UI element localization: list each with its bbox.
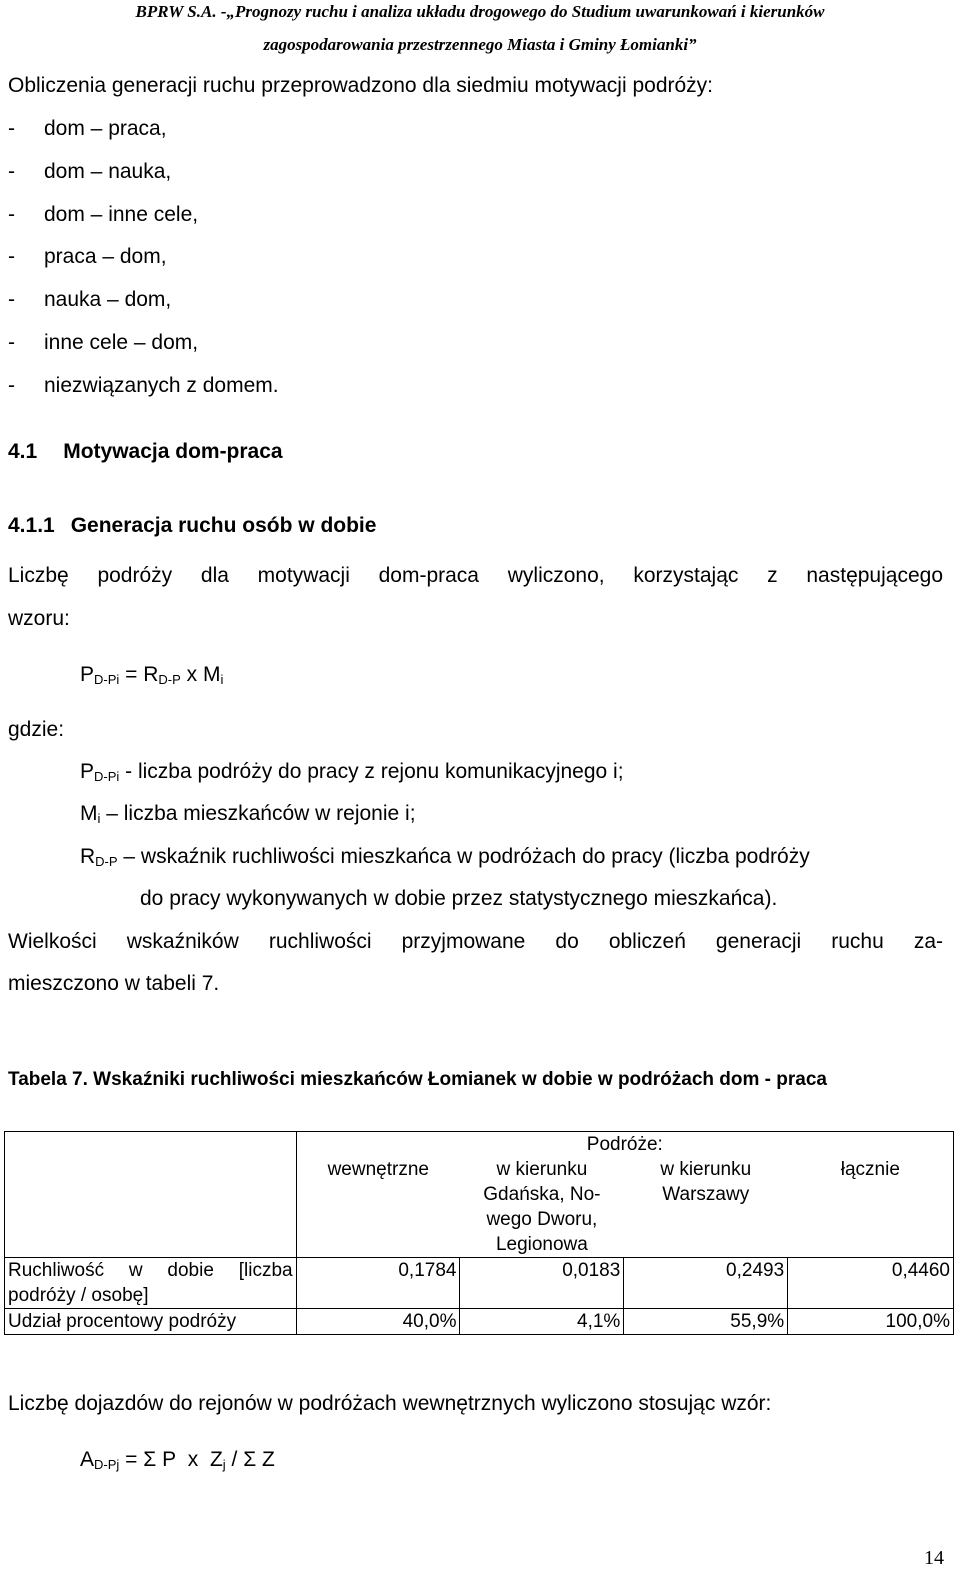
table-cell: 55,9% <box>624 1309 788 1335</box>
definition-m: $M_i$ – liczba mieszkańców w rejonie i; <box>80 802 416 826</box>
group-header: Podróże: <box>296 1132 953 1158</box>
row-label: Ruchliwość w dobie [liczba podróży / osobę] <box>5 1258 297 1309</box>
column-header: łącznie <box>788 1157 954 1258</box>
table-cell: 100,0% <box>788 1309 954 1335</box>
page-number: 14 <box>924 1547 944 1569</box>
table-cell: 0,2493 <box>624 1258 788 1309</box>
table-cell: 0,0183 <box>460 1258 624 1309</box>
where-label: gdzie: <box>8 718 65 741</box>
body-paragraph-3: Liczbę dojazdów do rejonów w podróżach wewnętrznych wyliczono stosując wzór: <box>8 1392 772 1415</box>
definition-r-cont: do pracy wykonywanych w dobie przez statystycznego mieszkańca). <box>140 887 778 910</box>
table-header-row <box>5 1132 954 1158</box>
intro-paragraph: Obliczenia generacji ruchu przeprowadzono dla siedmiu motywacji podróży: <box>8 74 714 97</box>
table-cell: 4,1% <box>460 1309 624 1335</box>
section-heading: 4.1 Motywacja dom-praca <box>8 440 283 463</box>
subsection-heading: 4.1.1 Generacja ruchu osób w dobie <box>8 514 377 537</box>
definition-r: $R_{D-P}$ – wskaźnik ruchliwości mieszkańca w podróżach do pracy (liczba podróży <box>80 845 810 869</box>
table-row <box>5 1258 954 1309</box>
table-cell: 0,1784 <box>296 1258 460 1309</box>
body-paragraph-1: Liczbę podróży dla motywacji dom-praca wyliczono, korzystając z następującego <box>8 564 943 587</box>
definition-p: $P_{D-Pi}$ - liczba podróży do pracy z rejonu komunikacyjnego i; <box>80 760 624 784</box>
body-paragraph-2-cont: mieszczono w tabeli 7. <box>8 972 220 995</box>
table-caption: Tabela 7. Wskaźniki ruchliwości mieszkańców Łomianek w dobie w podróżach dom - praca <box>8 1069 827 1090</box>
running-header-line2: zagospodarowania przestrzennego Miasta i Gminy Łomianki” <box>263 35 697 54</box>
row-label: Udział procentowy podróży <box>5 1309 297 1335</box>
column-header: w kierunku Gdańska, No- wego Dworu, Legionowa <box>460 1157 624 1258</box>
body-paragraph-2: Wielkości wskaźników ruchliwości przyjmowane do obliczeń generacji ruchu za- <box>8 930 943 953</box>
mobility-table <box>4 1131 954 1335</box>
table-row <box>5 1309 954 1335</box>
document-page: BPRW S.A. -„Prognozy ruchu i analiza układu drogowego do Studium uwarunkowań i kierunków zagospodarowania przestrzennego Miasta i Gminy Łomianki” Obliczenia generacji ruchu przeprowadzono dla siedmiu motywacji podróży: - dom – praca, - dom – nauka, - dom – inne cele, - praca – dom, - nauka – dom, - inne cele – dom, - niezwiązanych z domem. 4.1 Motywacja dom-praca 4.1.1 Generacja ruchu osób w dobie Liczbę podróży dla motywacji dom-praca wyliczono, korzystając z następującego wzoru: $P_{D-Pi} = R_{D-P}$ x $M_i$ gdzie: $P_{D-Pi}$ - liczba podróży do pracy z rejonu komunikacyjnego i; $M_i$ – liczba mieszkańców w rejonie i; $R_{D-P}$ – wskaźnik ruchliwości mieszkańca w podróżach do pracy (liczba podróży do pracy wykonywanych w dobie przez statystycznego mieszkańca). Wielkości wskaźników ruchliwości przyjmowane do obliczeń generacji ruchu za- mieszczono w tabeli 7. Tabela 7. Wskaźniki ruchliwości mieszkańców Łomianek w dobie w podróżach dom - praca Podróże: wewnętrzne w kierunku Gdańska, No- wego Dworu, Legionowa w kierunku Warszawy łącznie Ruchliwość w dobie [liczba podróży / osobę] 0,1784 0,0183 0,2493 0,4460 Udział procentowy podróży 40,0% 4,1% 55,9% 100,0% Liczbę dojazdów do rejonów w podróżach wewnętrznych wyliczono stosując wzór: $A_{D-Pj} = \Sigma$ P x $Z_j$ / Σ Z 14 <box>0 0 960 1577</box>
formula-arrivals: $A_{D-Pj} = \Sigma$ P x $Z_j$ / Σ Z <box>80 1448 275 1472</box>
column-header: wewnętrzne <box>296 1157 460 1258</box>
table-cell: 0,4460 <box>788 1258 954 1309</box>
table-corner-cell <box>5 1132 297 1258</box>
running-header-line1: BPRW S.A. -„Prognozy ruchu i analiza układu drogowego do Studium uwarunkowań i kierunków <box>135 2 825 21</box>
formula-trips: $P_{D-Pi} = R_{D-P}$ x $M_i$ <box>80 663 224 687</box>
body-paragraph-1-cont: wzoru: <box>8 607 70 630</box>
column-header: w kierunku Warszawy <box>624 1157 788 1258</box>
table-cell: 40,0% <box>296 1309 460 1335</box>
